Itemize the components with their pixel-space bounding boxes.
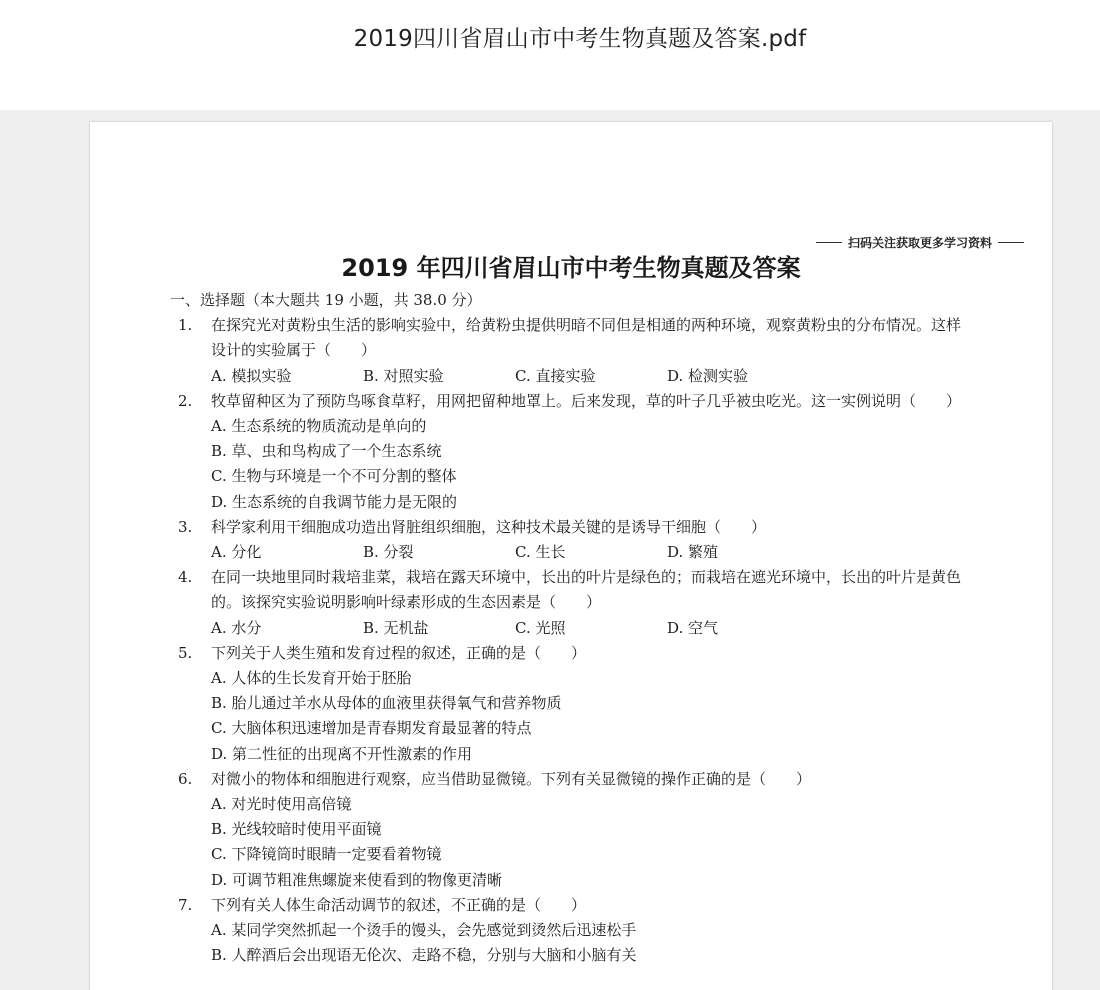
option: B. 人醉酒后会出现语无伦次、走路不稳，分别与大脑和小脑有关 <box>211 946 637 965</box>
document-title: 2019 年四川省眉山市中考生物真题及答案 <box>341 254 801 282</box>
option: D. 第二性征的出现离不开性激素的作用 <box>211 744 473 763</box>
file-title: 2019四川省眉山市中考生物真题及答案.pdf <box>353 26 807 52</box>
option: D. 生态系统的自我调节能力是无限的 <box>211 492 458 511</box>
question-3 <box>170 515 990 565</box>
question-number: 1. <box>178 316 193 335</box>
viewer-header <box>0 0 1100 110</box>
question-number: 7. <box>178 895 193 914</box>
pdf-page <box>90 122 1052 990</box>
option: A. 某同学突然抓起一个烫手的馒头，会先感觉到烫然后迅速松手 <box>211 921 637 940</box>
question-number: 4. <box>178 568 193 587</box>
question-stem: 对微小的物体和细胞进行观察，应当借助显微镜。下列有关显微镜的操作正确的是（ ） <box>211 769 812 788</box>
question-2 <box>170 389 990 515</box>
pdf-viewer[interactable] <box>0 110 1100 990</box>
question-number: 2. <box>178 391 193 410</box>
options-row <box>211 540 990 565</box>
question-stem: 科学家利用干细胞成功造出肾脏组织细胞，这种技术最关键的是诱导干细胞（ ） <box>211 517 767 536</box>
question-number: 6. <box>178 769 193 788</box>
question-5 <box>170 641 990 767</box>
option: B. 对照实验 <box>363 366 444 385</box>
question-1 <box>170 313 990 389</box>
question-stem: 在同一块地里同时栽培韭菜，栽培在露天环境中，长出的叶片是绿色的；而栽培在遮光环境中，长出的叶片是黄色的。该探究实验说明影响叶绿素形成的生态因素是（ ） <box>211 568 962 612</box>
watermark-text: 扫码关注获取更多学习资料 <box>847 236 992 250</box>
option: C. 下降镜筒时眼睛一定要看着物镜 <box>211 845 442 864</box>
question-stem: 牧草留种区为了预防鸟啄食草籽，用网把留种地罩上。后来发现，草的叶子几乎被虫吃光。这一实例说明（ ） <box>211 391 962 410</box>
option: D. 繁殖 <box>667 543 719 562</box>
option: D. 可调节粗准焦螺旋来使看到的物像更清晰 <box>211 870 503 889</box>
watermark-left-dash <box>816 242 842 243</box>
question-list <box>170 288 990 968</box>
options-row <box>211 616 990 641</box>
question-7 <box>170 893 990 969</box>
option: A. 模拟实验 <box>211 366 292 385</box>
option: B. 无机盐 <box>363 618 429 637</box>
option: A. 人体的生长发育开始于胚胎 <box>211 669 412 688</box>
question-4 <box>170 565 990 641</box>
question-6 <box>170 767 990 893</box>
option: C. 光照 <box>515 618 566 637</box>
option: A. 水分 <box>211 618 262 637</box>
question-stem: 下列关于人类生殖和发育过程的叙述，正确的是（ ） <box>211 643 587 662</box>
question-number: 5. <box>178 643 193 662</box>
option: C. 生物与环境是一个不可分割的整体 <box>211 467 457 486</box>
option: B. 草、虫和鸟构成了一个生态系统 <box>211 442 442 461</box>
option: C. 大脑体积迅速增加是青春期发育最显著的特点 <box>211 719 532 738</box>
option: B. 光线较暗时使用平面镜 <box>211 820 382 839</box>
option: A. 分化 <box>211 543 262 562</box>
option: B. 分裂 <box>363 543 414 562</box>
watermark-right-dash <box>998 242 1024 243</box>
option: D. 检测实验 <box>667 366 749 385</box>
option: D. 空气 <box>667 618 719 637</box>
option: A. 生态系统的物质流动是单向的 <box>211 417 427 436</box>
question-stem: 下列有关人体生命活动调节的叙述，不正确的是（ ） <box>211 895 587 914</box>
option: C. 直接实验 <box>515 366 596 385</box>
option: C. 生长 <box>515 543 566 562</box>
section-header: 一、选择题（本大题共 19 小题，共 38.0 分） <box>170 291 482 309</box>
option: B. 胎儿通过羊水从母体的血液里获得氧气和营养物质 <box>211 694 562 713</box>
question-number: 3. <box>178 517 193 536</box>
option: A. 对光时使用高倍镜 <box>211 795 352 814</box>
options-row <box>211 364 990 389</box>
question-stem: 在探究光对黄粉虫生活的影响实验中，给黄粉虫提供明暗不同但是相通的两种环境，观察黄粉虫的分布情况。这样设计的实验属于（ ） <box>211 316 962 360</box>
